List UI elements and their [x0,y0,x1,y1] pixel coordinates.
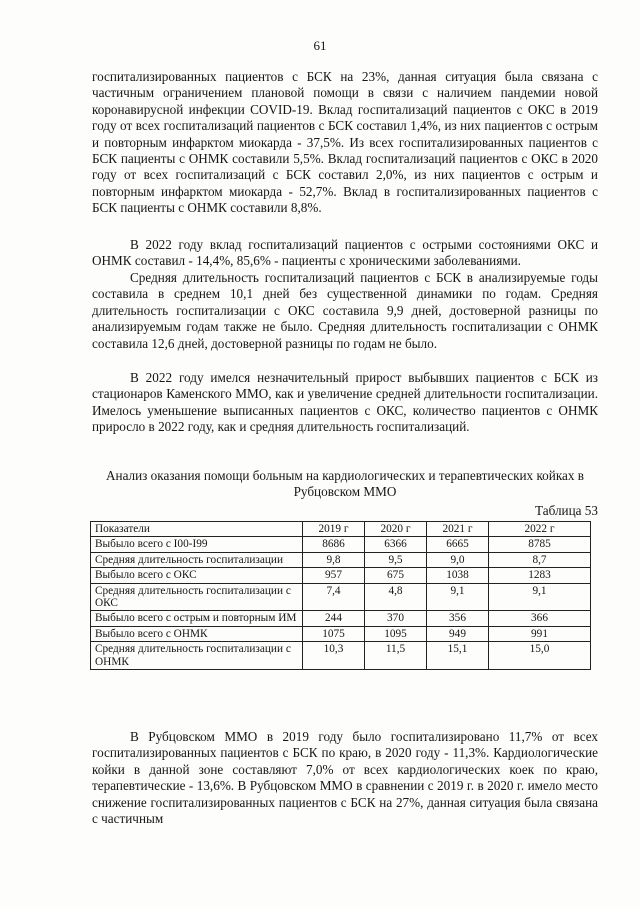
table-caption: Анализ оказания помощи больным на кардиологических и терапевтических койках в Рубцовском ММО [105,468,585,499]
cell-value: 11,5 [365,642,427,670]
table-row [91,552,591,567]
cell-value: 675 [365,568,427,583]
cell-value: 15,0 [489,642,591,670]
table-row [91,626,591,641]
cell-value: 9,5 [365,552,427,567]
cell-value: 1075 [303,626,365,641]
cell-value: 1283 [489,568,591,583]
table-number: Таблица 53 [535,503,598,518]
header-2019: 2019 г [303,522,365,537]
row-label: Средняя длительность госпитализации с ОКС [91,583,303,611]
cell-value: 8686 [303,537,365,552]
row-label: Выбыло всего с ОНМК [91,626,303,641]
row-label: Выбыло всего с острым и повторным ИМ [91,611,303,626]
cell-value: 1038 [427,568,489,583]
cell-value: 1095 [365,626,427,641]
data-table [90,521,591,670]
header-2022: 2022 г [489,522,591,537]
cell-value: 991 [489,626,591,641]
cell-value: 244 [303,611,365,626]
row-label: Выбыло всего с I00-I99 [91,537,303,552]
paragraph-4: В 2022 году имелся незначительный прирост выбывших пациентов с БСК из стационаров Каменского ММО, как и увеличение средней длительности госпитализации. Имелось уменьшение выписанных пациентов с ОКС, количество пациентов с ОНМК приросло в 2022 году, как и средняя длительность госпитализаций. [92,370,598,435]
cell-value: 6366 [365,537,427,552]
cell-value: 7,4 [303,583,365,611]
table-row [91,537,591,552]
cell-value: 8,7 [489,552,591,567]
cell-value: 366 [489,611,591,626]
table-row [91,642,591,670]
row-label: Средняя длительность госпитализации с ОНМК [91,642,303,670]
cell-value: 9,1 [489,583,591,611]
cell-value: 10,3 [303,642,365,670]
page-number: 61 [313,38,327,53]
header-2021: 2021 г [427,522,489,537]
cell-value: 949 [427,626,489,641]
row-label: Выбыло всего с ОКС [91,568,303,583]
cell-value: 8785 [489,537,591,552]
cell-value: 356 [427,611,489,626]
header-indicator: Показатели [91,522,303,537]
cell-value: 9,8 [303,552,365,567]
cell-value: 4,8 [365,583,427,611]
cell-value: 957 [303,568,365,583]
cell-value: 9,0 [427,552,489,567]
table-row [91,568,591,583]
cell-value: 15,1 [427,642,489,670]
table-row [91,583,591,611]
row-label: Средняя длительность госпитализации [91,552,303,567]
paragraph-5: В Рубцовском ММО в 2019 году было госпитализировано 11,7% от всех госпитализированных пациентов с БСК по краю, в 2020 году - 11,3%. Кардиологические койки в данной зоне составляют 7,0% от всех кардиологических коек по краю, терапевтические - 13,6%. В Рубцовском ММО в сравнении с 2019 г. в 2020 г. имело место снижение госпитализированных пациентов с БСК на 27%, данная ситуация была связана с частичным [92,729,598,827]
cell-value: 370 [365,611,427,626]
cell-value: 9,1 [427,583,489,611]
header-2020: 2020 г [365,522,427,537]
table-row [91,611,591,626]
table-header-row [91,522,591,537]
cell-value: 6665 [427,537,489,552]
paragraph-2: В 2022 году вклад госпитализаций пациентов с острыми состояниями ОКС и ОНМК составил - 14,4%, 85,6% - пациенты с хроническими заболеваниями. [92,237,598,269]
paragraph-1: госпитализированных пациентов с БСК на 23%, данная ситуация была связана с частичным ограничением плановой помощи в связи с наличием пандемии новой коронавирусной инфекции COVID-19. Вклад госпитализаций пациентов с ОКС в 2019 году от всех госпитализаций пациентов с БСК составил 1,4%, из них пациентов с острым и повторным инфарктом миокарда - 37,5%. Из всех госпитализированных пациентов с БСК пациенты с ОНМК составили 5,5%. Вклад госпитализаций пациентов с ОКС в 2020 году от всех госпитализаций с БСК составил 2,0%, из них пациентов с острым и повторным инфарктом миокарда - 52,7%. Вклад в госпитализированных пациентов с БСК пациенты с ОНМК составили 8,8%. [92,69,598,216]
paragraph-3: Средняя длительность госпитализаций пациентов с БСК в анализируемые годы составила в среднем 10,1 дней без существенной динамики по годам. Средняя длительность госпитализации с ОКС составила 9,9 дней, достоверной разницы по анализируемым годам также не было. Средняя длительность госпитализации с ОНМК составила 12,6 дней, достоверной разницы по годам не было. [92,270,598,351]
